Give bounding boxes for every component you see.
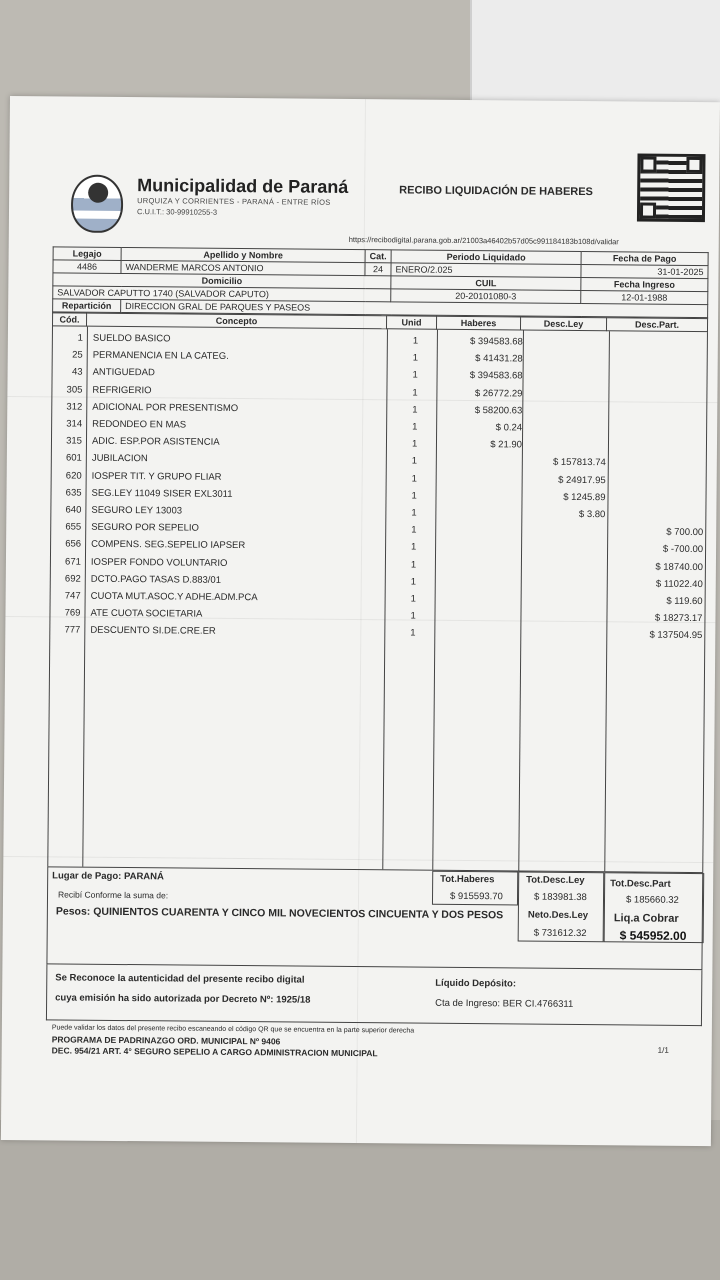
item-code: 655 xyxy=(65,521,82,533)
item-desc-part xyxy=(608,440,704,441)
item-desc-part xyxy=(609,337,705,338)
item-unid: 1 xyxy=(412,421,418,433)
item-desc-part xyxy=(608,423,704,424)
item-desc-ley: $ 3.80 xyxy=(578,508,606,521)
item-haberes: $ 21.90 xyxy=(490,439,523,451)
col-cod: Cód. xyxy=(52,313,86,326)
pay-date-value: 31-01-2025 xyxy=(581,264,708,278)
cat-label: Cat. xyxy=(365,250,391,263)
validation-url[interactable]: https://recibodigital.parana.gob.ar/21003a46402b57d05c991184183b108d/validar xyxy=(348,234,619,247)
liq-label: Liq.a Cobrar xyxy=(613,912,679,925)
item-code: 769 xyxy=(64,607,81,619)
item-unid: 1 xyxy=(411,541,417,553)
item-haberes xyxy=(438,456,522,457)
auth-line-2: cuya emisión ha sido autorizada por Decreto Nº: 1925/18 xyxy=(55,992,311,1006)
item-desc-part xyxy=(608,492,704,493)
domicilio-label: Domicilio xyxy=(53,273,391,289)
name-label: Apellido y Nombre xyxy=(121,247,365,262)
item-unid: 1 xyxy=(410,559,417,571)
item-concepto: SUELDO BASICO xyxy=(92,332,171,345)
item-concepto: IOSPER FONDO VOLUNTARIO xyxy=(90,556,228,569)
pesos-text: Pesos: QUINIENTOS CUARENTA Y CINCO MIL NOVECIENTOS CINCUENTA Y DOS PESOS xyxy=(55,905,504,922)
item-concepto: ATE CUOTA SOCIETARIA xyxy=(90,607,203,620)
item-desc-ley xyxy=(522,388,606,389)
item-desc-ley xyxy=(522,422,606,423)
item-unid: 1 xyxy=(410,593,416,605)
validate-note: Puede validar los datos del presente recibo escaneando el código QR que se encuentra en la parte superior derecha xyxy=(51,1024,415,1035)
col-unid: Unid xyxy=(386,316,436,329)
item-code: 314 xyxy=(66,418,83,430)
pay-date-label: Fecha de Pago xyxy=(581,251,708,265)
item-desc-part xyxy=(608,458,704,459)
item-unid: 1 xyxy=(411,524,417,536)
document-title: RECIBO LIQUIDACIÓN DE HABERES xyxy=(399,184,593,199)
item-desc-ley xyxy=(520,629,604,630)
item-desc-part xyxy=(609,354,705,355)
col-desc-ley: Desc.Ley xyxy=(520,317,606,331)
item-desc-ley: $ 157813.74 xyxy=(552,457,606,469)
item-concepto: ADICIONAL POR PRESENTISMO xyxy=(92,401,239,414)
item-desc-ley xyxy=(521,560,605,561)
item-desc-ley xyxy=(523,354,607,355)
item-code: 635 xyxy=(65,487,82,499)
ingreso-label: Fecha Ingreso xyxy=(581,277,708,291)
liq-value: $ 545952.00 xyxy=(619,928,687,943)
item-code: 312 xyxy=(66,401,83,413)
item-concepto: DESCUENTO SI.DE.CRE.ER xyxy=(90,625,216,638)
tot-haberes-label: Tot.Haberes xyxy=(440,873,495,886)
footer-line-1: PROGRAMA DE PADRINAZGO ORD. MUNICIPAL Nº 9406 xyxy=(51,1034,281,1047)
receipt-document xyxy=(46,146,710,1066)
item-desc-part: $ 119.60 xyxy=(666,595,703,608)
item-haberes xyxy=(436,628,520,629)
item-desc-part: $ 137504.95 xyxy=(649,629,703,642)
item-desc-ley xyxy=(522,440,606,441)
item-code: 656 xyxy=(65,538,82,551)
receipt-header xyxy=(53,146,710,252)
cuil-label: CUIL xyxy=(391,276,581,291)
item-concepto: SEGURO POR SEPELIO xyxy=(91,521,199,534)
item-concepto: ANTIGUEDAD xyxy=(92,367,155,379)
period-label: Periodo Liquidado xyxy=(391,250,581,265)
item-unid: 1 xyxy=(412,369,418,381)
item-desc-ley xyxy=(521,594,605,595)
item-unid: 1 xyxy=(412,335,419,347)
page-number: 1/1 xyxy=(657,1045,669,1055)
items-body xyxy=(47,326,708,872)
item-haberes: $ 394583.68 xyxy=(469,370,523,382)
item-unid: 1 xyxy=(412,352,419,364)
period-value: ENERO/2.025 xyxy=(391,263,581,278)
name-value: WANDERME MARCOS ANTONIO xyxy=(121,260,365,275)
item-desc-ley xyxy=(521,577,605,578)
footer-line-2: DEC. 954/21 ART. 4° SEGURO SEPELIO A CARGO ADMINISTRACION MUNICIPAL xyxy=(51,1045,378,1059)
item-unid: 1 xyxy=(411,473,418,485)
item-haberes xyxy=(438,473,522,474)
legajo-value: 4486 xyxy=(53,260,121,274)
item-unid: 1 xyxy=(412,387,418,399)
tot-haberes-value: $ 915593.70 xyxy=(449,890,503,903)
item-desc-part xyxy=(607,509,703,510)
ingreso-value: 12-01-1988 xyxy=(581,290,708,304)
domicilio-value: SALVADOR CAPUTTO 1740 (SALVADOR CAPUTO) xyxy=(53,286,391,302)
tot-desc-ley-label: Tot.Desc.Ley xyxy=(526,874,585,887)
item-code: 747 xyxy=(64,590,81,602)
item-desc-ley xyxy=(521,612,605,613)
item-haberes xyxy=(437,577,521,578)
totals-section xyxy=(46,866,703,970)
item-desc-part: $ 700.00 xyxy=(666,526,704,539)
item-code: 25 xyxy=(72,349,83,361)
reparticion-label: Repartición xyxy=(53,299,121,313)
item-code: 43 xyxy=(71,366,83,379)
item-haberes: $ 0.24 xyxy=(495,422,523,434)
item-concepto: CUOTA MUT.ASOC.Y ADHE.ADM.PCA xyxy=(90,590,258,604)
item-desc-ley: $ 1245.89 xyxy=(563,491,606,504)
cat-value: 24 xyxy=(365,263,391,276)
item-unid: 1 xyxy=(410,627,416,639)
item-code: 305 xyxy=(66,384,83,396)
item-concepto: COMPENS. SEG.SEPELIO IAPSER xyxy=(91,539,246,552)
item-code: 640 xyxy=(65,504,82,516)
legajo-label: Legajo xyxy=(53,247,121,261)
neto-value: $ 731612.32 xyxy=(533,927,587,940)
item-unid: 1 xyxy=(412,404,418,416)
item-unid: 1 xyxy=(411,438,418,450)
col-concepto: Concepto xyxy=(86,313,386,329)
item-haberes xyxy=(437,559,521,560)
org-name: Municipalidad de Paraná xyxy=(137,175,349,197)
background-paper-top xyxy=(470,0,720,110)
recibi-label: Recibí Conforme la suma de: xyxy=(57,889,169,901)
municipal-crest-icon xyxy=(71,175,124,233)
item-desc-ley xyxy=(522,405,606,406)
item-unid: 1 xyxy=(410,610,416,622)
item-desc-ley: $ 24917.95 xyxy=(558,474,606,486)
item-concepto: PERMANENCIA EN LA CATEG. xyxy=(92,349,229,363)
cuil-value: 20-20101080-3 xyxy=(391,289,581,304)
item-haberes xyxy=(437,542,521,543)
item-haberes xyxy=(437,611,521,612)
item-desc-part: $ 11022.40 xyxy=(655,578,703,590)
neto-label: Neto.Des.Ley xyxy=(527,909,589,922)
item-code: 315 xyxy=(66,435,83,447)
item-haberes: $ 58200.63 xyxy=(474,404,523,417)
item-concepto: SEG.LEY 11049 SISER EXL3011 xyxy=(91,487,233,500)
item-haberes: $ 41431.28 xyxy=(475,353,523,365)
item-desc-part: $ 18273.17 xyxy=(654,612,703,625)
item-haberes xyxy=(437,594,521,595)
employee-info-table xyxy=(52,246,709,318)
item-unid: 1 xyxy=(410,576,417,588)
item-concepto: DCTO.PAGO TASAS D.883/01 xyxy=(90,573,222,586)
item-haberes xyxy=(437,508,521,509)
item-code: 671 xyxy=(65,556,81,568)
item-desc-part: $ 18740.00 xyxy=(655,561,703,573)
deposito-label: Líquido Depósito: xyxy=(435,977,517,990)
item-desc-ley xyxy=(523,371,607,372)
org-cuit: C.U.I.T.: 30-99910255-3 xyxy=(136,207,218,217)
item-code: 601 xyxy=(65,452,82,465)
org-address: URQUIZA Y CORRIENTES - PARANÁ - ENTRE RÍOS xyxy=(137,196,331,207)
item-code: 620 xyxy=(65,470,82,482)
cta-ingreso: Cta de Ingreso: BER CI.4766311 xyxy=(435,997,574,1010)
item-desc-ley xyxy=(521,543,605,544)
item-haberes xyxy=(438,491,522,492)
col-desc-part: Desc.Part. xyxy=(606,318,707,332)
item-desc-part xyxy=(608,475,704,476)
item-desc-ley xyxy=(523,336,607,337)
item-desc-part xyxy=(609,372,705,373)
item-concepto: REFRIGERIO xyxy=(92,384,152,396)
item-unid: 1 xyxy=(411,490,417,502)
tot-desc-part-label: Tot.Desc.Part xyxy=(610,878,671,890)
reparticion-value: DIRECCION GRAL DE PARQUES Y PASEOS xyxy=(121,299,708,317)
item-concepto: REDONDEO EN MAS xyxy=(92,418,187,431)
item-desc-part xyxy=(608,406,704,407)
item-unid: 1 xyxy=(411,455,418,467)
item-desc-ley xyxy=(521,526,605,527)
item-code: 692 xyxy=(64,573,81,585)
lugar-pago: Lugar de Pago: PARANÁ xyxy=(52,870,164,883)
item-haberes: $ 26772.29 xyxy=(474,387,523,400)
col-haberes: Haberes xyxy=(436,316,520,330)
item-haberes xyxy=(437,525,521,526)
item-desc-part xyxy=(608,389,704,390)
item-code: 777 xyxy=(64,624,81,637)
item-concepto: IOSPER TIT. Y GRUPO FLIAR xyxy=(91,470,222,483)
item-concepto: SEGURO LEY 13003 xyxy=(91,504,183,517)
receipt-footer xyxy=(46,1020,702,1066)
item-unid: 1 xyxy=(411,507,417,519)
item-concepto: JUBILACION xyxy=(91,453,148,465)
item-concepto: ADIC. ESP.POR ASISTENCIA xyxy=(91,435,220,449)
authenticity-section xyxy=(46,964,702,1026)
tot-desc-part-value: $ 185660.32 xyxy=(625,894,679,906)
item-desc-part: $ -700.00 xyxy=(662,544,704,556)
auth-line-1: Se Reconoce la autenticidad del presente recibo digital xyxy=(55,972,305,986)
item-code: 1 xyxy=(77,332,83,344)
qr-code-icon[interactable] xyxy=(637,153,706,222)
item-haberes: $ 394583.68 xyxy=(469,336,523,348)
receipt-paper xyxy=(1,96,720,1146)
tot-desc-ley-value: $ 183981.38 xyxy=(533,891,587,904)
